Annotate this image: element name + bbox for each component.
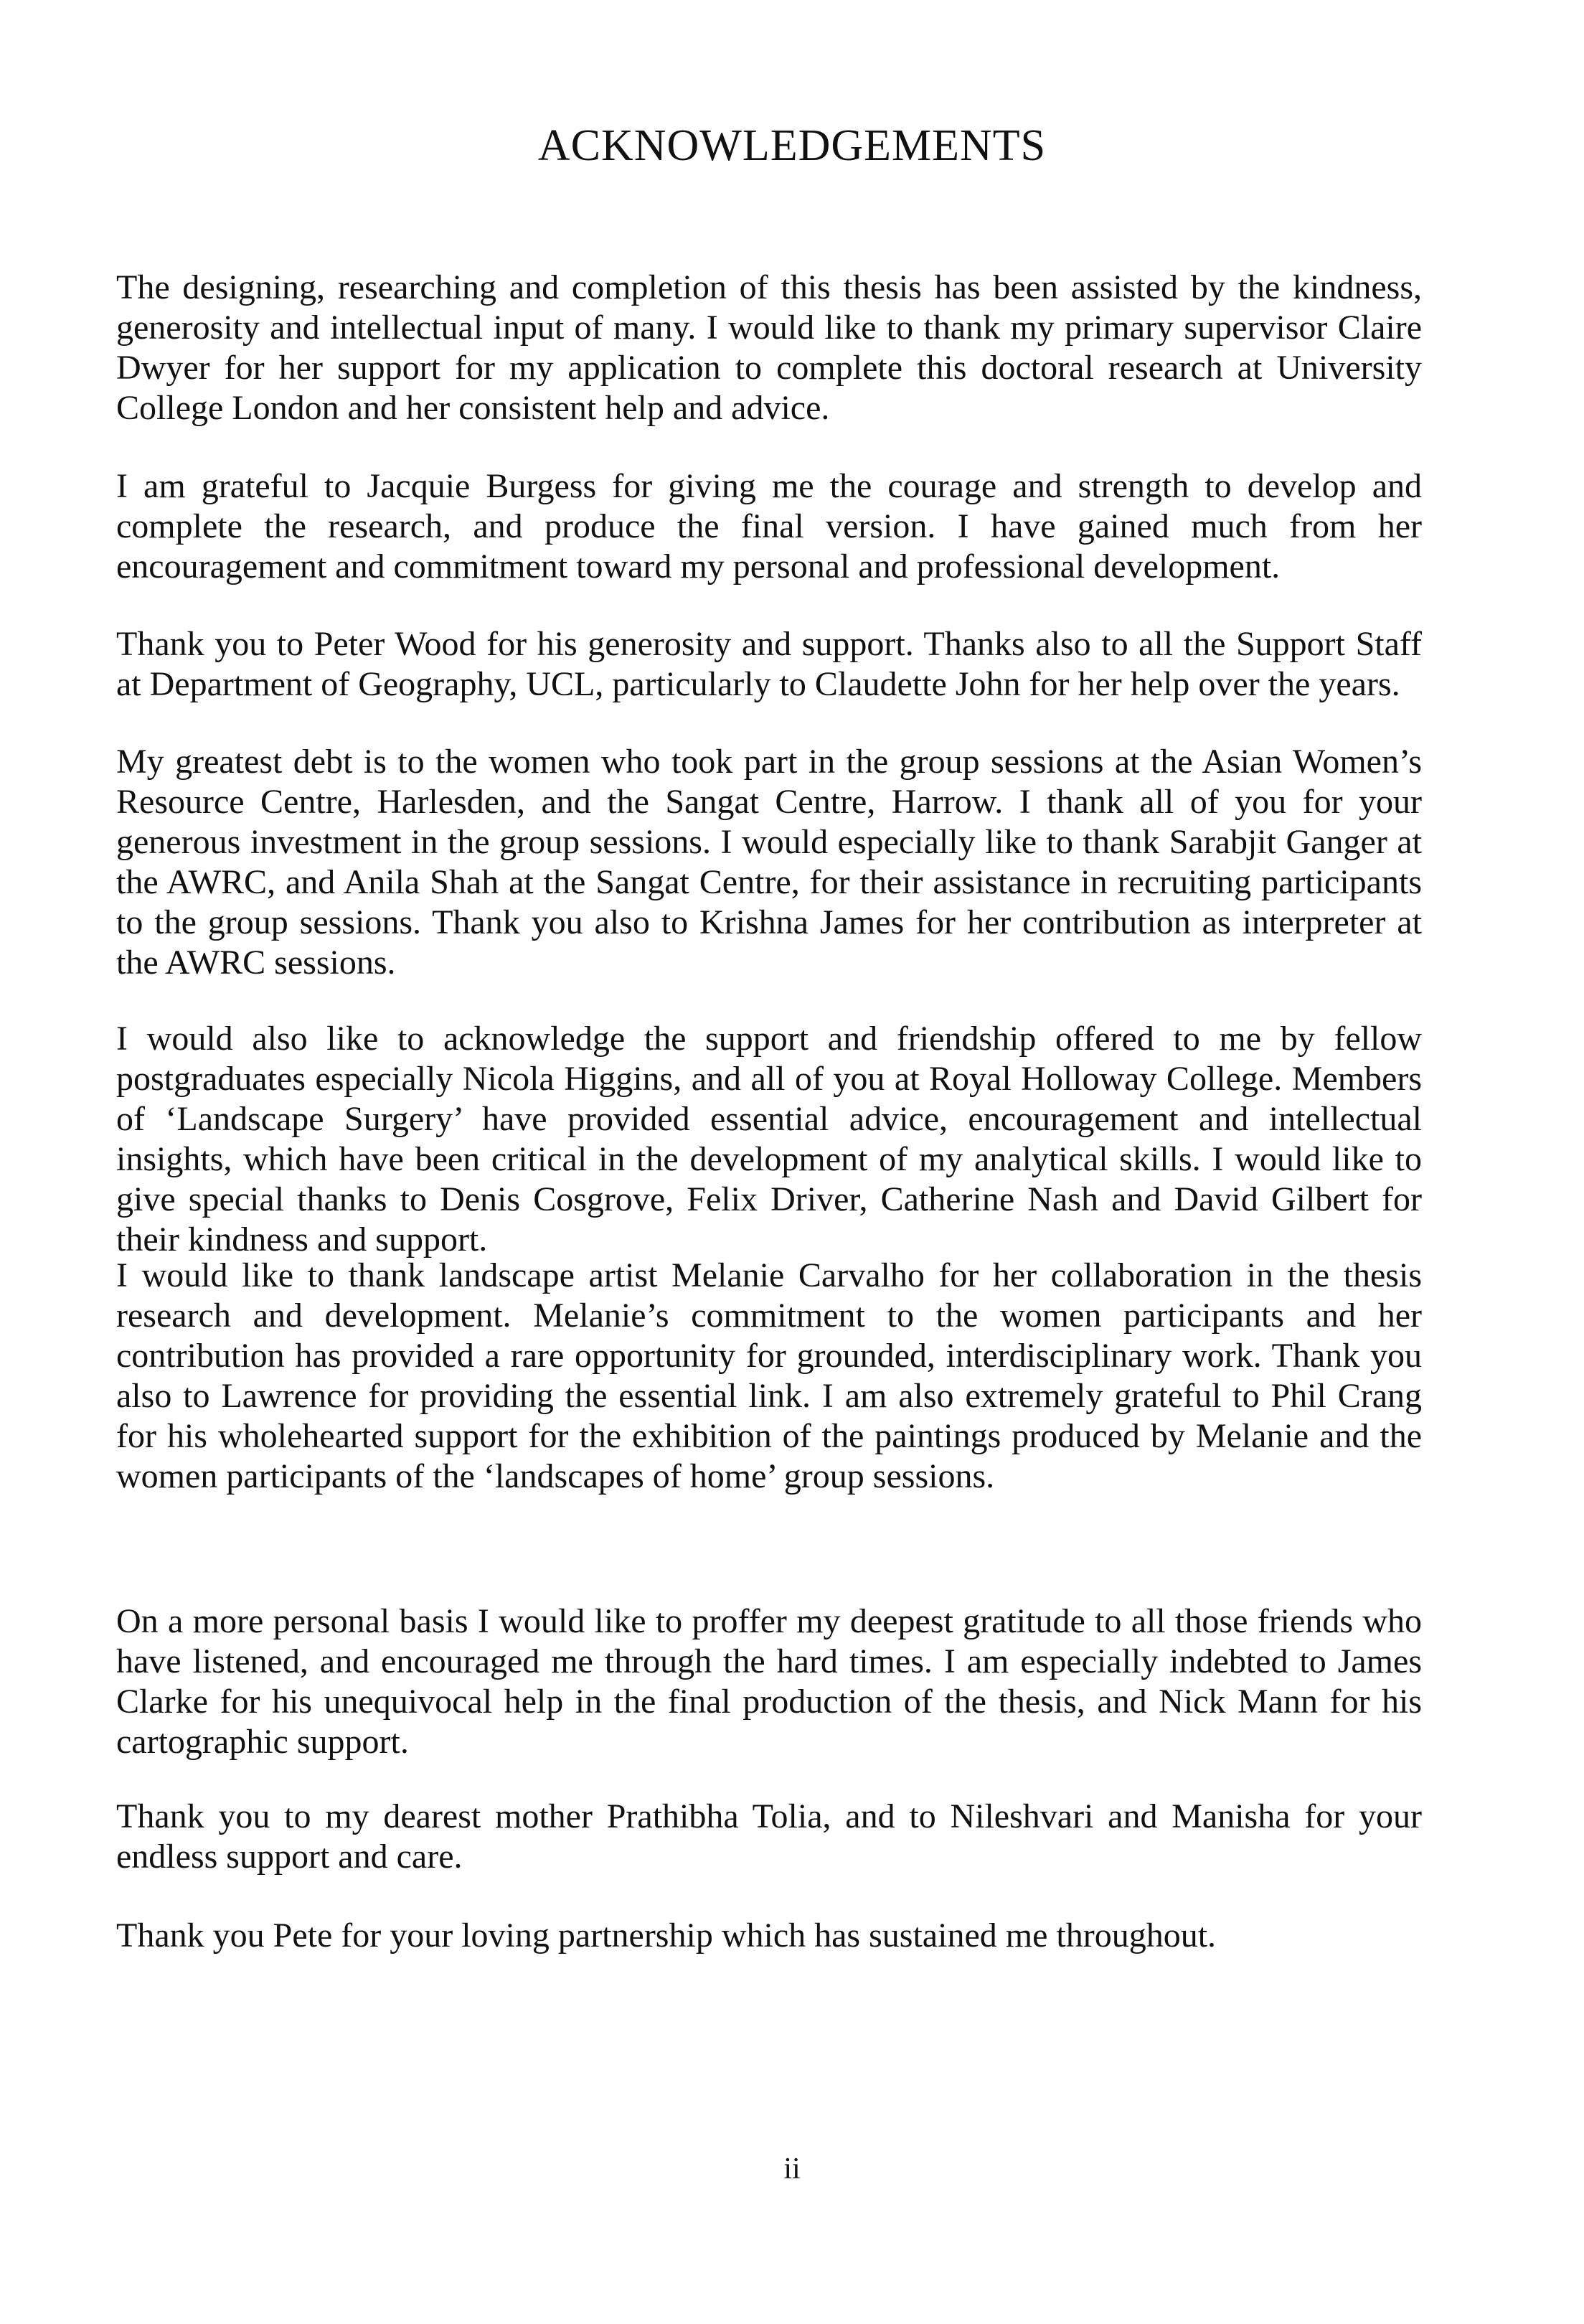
paragraph-4: My greatest debt is to the women who took part in the group sessions at the Asian Women’s Resource Centre, Harlesden, and the Sangat Centre, Harrow. I thank all of you for your generous investment in the group sessions. I would especially like to thank Sarabjit Ganger at the AWRC, and Anila Shah at the Sangat Centre, for their assistance in recruiting participants to the group sessions. Thank you also to Krishna James for her contribution as interpreter at the AWRC sessions. — [116, 743, 1422, 982]
paragraph-3: Thank you to Peter Wood for his generosity and support. Thanks also to all the Support Staff at Department of Geography, UCL, particularly to Claudette John for her help over the years. — [116, 625, 1422, 703]
paragraph-5: I would also like to acknowledge the support and friendship offered to me by fellow postgraduates especially Nicola Higgins, and all of you at Royal Holloway College. Members of ‘Landscape Surgery’ have provided essential advice, encouragement and intellectual insights, which have been critical in the development of my analytical skills. I would like to give special thanks to Denis Cosgrove, Felix Driver, Catherine Nash and David Gilbert for their kindness and support. — [116, 1020, 1422, 1259]
paragraph-9: Thank you Pete for your loving partnership which has sustained me throughout. — [116, 1916, 1217, 1954]
page-title: ACKNOWLEDGEMENTS — [537, 121, 1047, 170]
paragraph-1: The designing, researching and completion of this thesis has been assisted by the kindness, generosity and intellectual input of many. I would like to thank my primary supervisor Claire Dwyer for her support for my application to complete this doctoral research at University College London and her consistent help and advice. — [116, 268, 1422, 427]
page-number: ii — [783, 2153, 801, 2186]
paragraph-8: Thank you to my dearest mother Prathibha Tolia, and to Nileshvari and Manisha for your endless support and care. — [116, 1797, 1422, 1876]
paragraph-2: I am grateful to Jacquie Burgess for giving me the courage and strength to develop and complete the research, and produce the final version. I have gained much from her encouragement and commitment toward my personal and professional development. — [116, 467, 1422, 585]
paragraph-6: I would like to thank landscape artist Melanie Carvalho for her collaboration in the thesis research and development. Melanie’s commitment to the women participants and her contribution has provided a rare opportunity for grounded, interdisciplinary work. Thank you also to Lawrence for providing the essential link. I am also extremely grateful to Phil Crang for his wholehearted support for the exhibition of the paintings produced by Melanie and the women participants of the ‘landscapes of home’ group sessions. — [116, 1256, 1422, 1495]
paragraph-7: On a more personal basis I would like to proffer my deepest gratitude to all those friends who have listened, and encouraged me through the hard times. I am especially indebted to James Clarke for his unequivocal help in the final production of the thesis, and Nick Mann for his cartographic support. — [116, 1602, 1422, 1761]
